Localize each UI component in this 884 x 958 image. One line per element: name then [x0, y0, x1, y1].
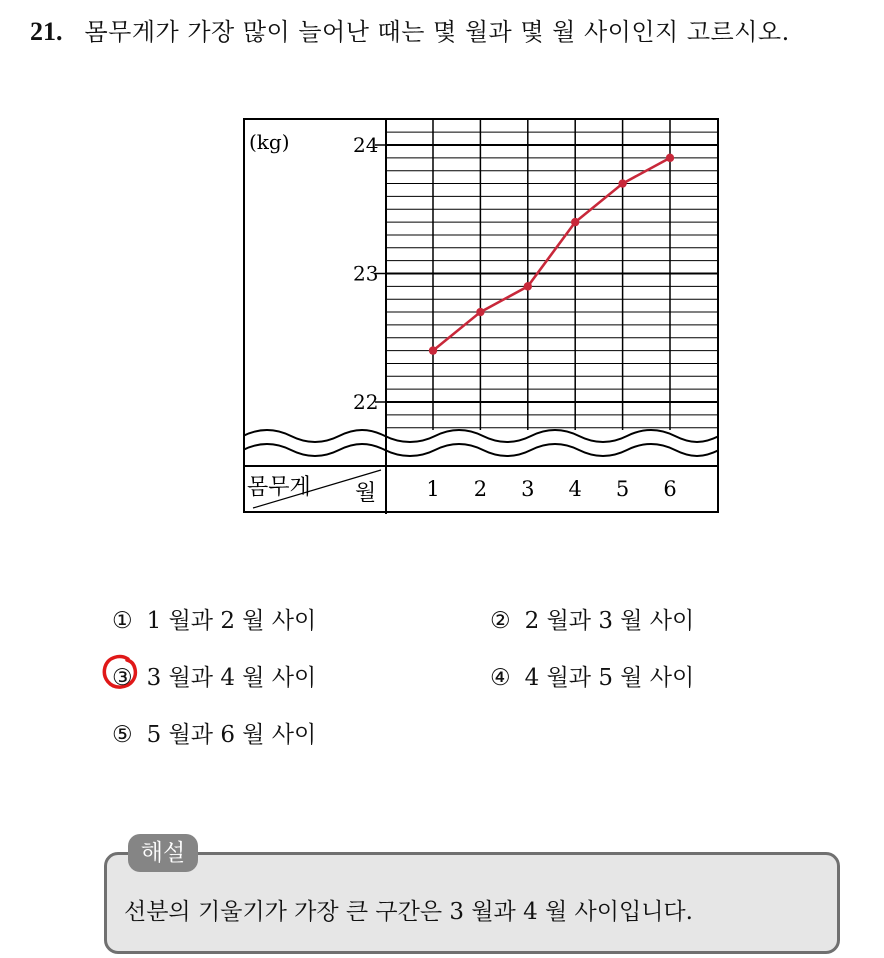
- weight-line-chart: [243, 118, 719, 514]
- question-header: [30, 12, 790, 47]
- corner-label-right: 월: [355, 481, 377, 506]
- x-tick-label: 2: [473, 477, 488, 501]
- question-number: 21.: [30, 17, 63, 46]
- choice-3-mark: ③: [112, 665, 133, 691]
- solution-tag: 해설: [128, 834, 198, 872]
- solution-text: 선분의 기울기가 가장 큰 구간은 3 월과 4 월 사이입니다.: [124, 899, 693, 925]
- y-tick-label: 24: [353, 133, 379, 157]
- choice-1[interactable]: [112, 602, 316, 635]
- weight-data-point: [666, 154, 674, 162]
- choice-1-mark: ①: [112, 608, 133, 634]
- question-text: 몸무게가 가장 많이 늘어난 때는 몇 월과 몇 월 사이인지 고르시오.: [84, 18, 790, 46]
- weight-data-point: [429, 346, 437, 354]
- choice-4-mark: ④: [490, 665, 511, 691]
- weight-data-point: [571, 218, 579, 226]
- corner-label-left: 몸무게: [247, 475, 311, 500]
- choice-1-text: 1 월과 2 월 사이: [146, 608, 317, 634]
- x-tick-label: 6: [663, 477, 677, 501]
- choice-2-mark: ②: [490, 608, 511, 634]
- x-tick-label: 1: [426, 477, 440, 501]
- choice-3-text: 3 월과 4 월 사이: [146, 665, 317, 691]
- x-tick-label: 3: [521, 477, 535, 501]
- choice-5[interactable]: [112, 716, 316, 749]
- y-axis-unit-label: (kg): [249, 130, 290, 154]
- choice-4-text: 4 월과 5 월 사이: [524, 665, 695, 691]
- y-tick-label: 22: [353, 390, 379, 414]
- y-tick-label: 23: [353, 261, 379, 286]
- x-tick-label: 4: [568, 477, 582, 501]
- choice-5-mark: ⑤: [112, 722, 133, 748]
- choice-2-text: 2 월과 3 월 사이: [524, 608, 695, 634]
- choice-4[interactable]: [490, 659, 694, 692]
- choice-5-text: 5 월과 6 월 사이: [146, 722, 317, 748]
- x-tick-label: 5: [615, 477, 630, 501]
- weight-series-line: [433, 158, 670, 351]
- chart-grid: [243, 118, 719, 454]
- choice-2[interactable]: [490, 602, 694, 635]
- choice-3[interactable]: [112, 659, 316, 692]
- weight-data-point: [524, 282, 532, 290]
- weight-data-point: [618, 179, 626, 187]
- weight-data-point: [476, 308, 484, 316]
